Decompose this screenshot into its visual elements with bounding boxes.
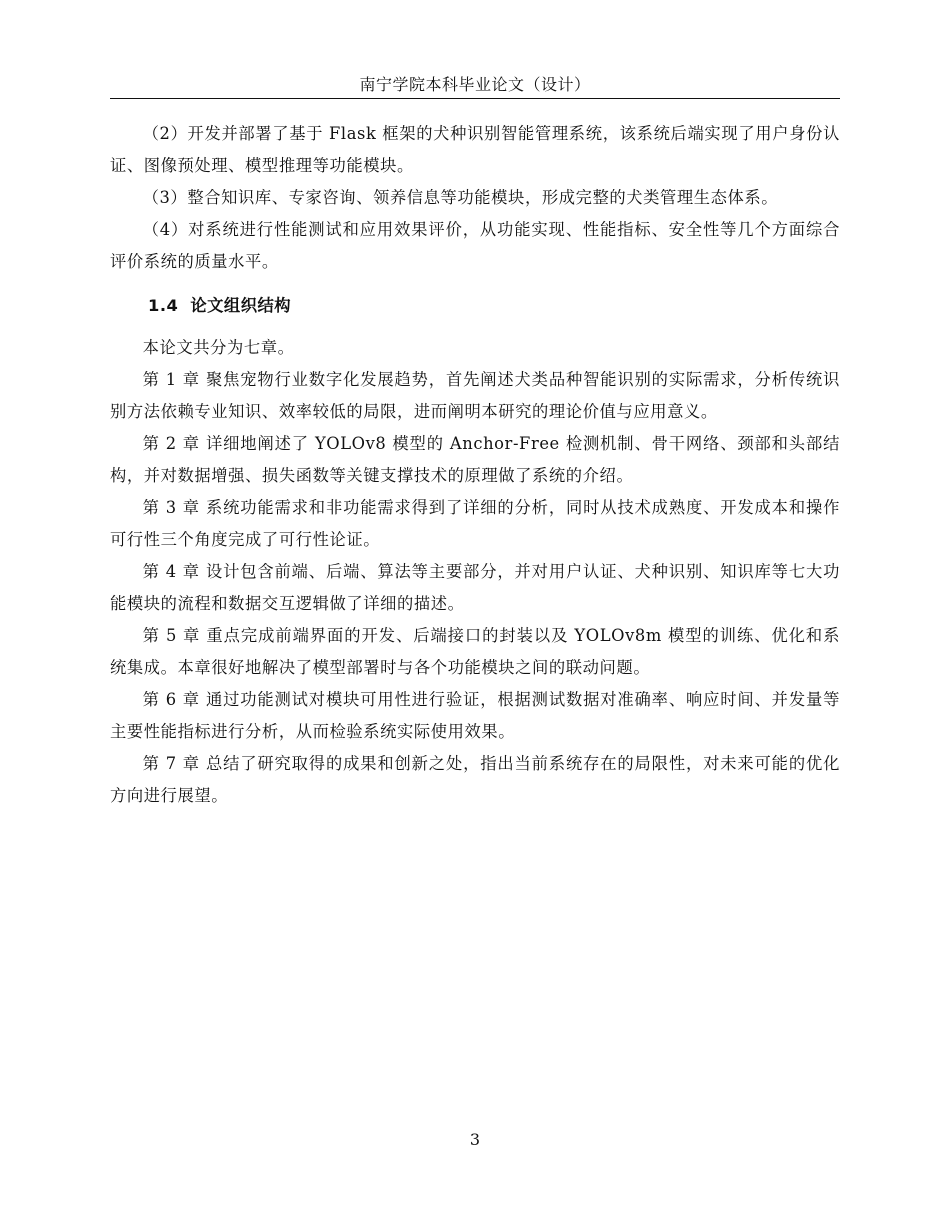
list-item: （2）开发并部署了基于 Flask 框架的犬种识别智能管理系统，该系统后端实现了用户身份认证、图像预处理、模型推理等功能模块。: [110, 124, 840, 175]
chapter-paragraph: 第 2 章 详细地阐述了 YOLOv8 模型的 Anchor-Free 检测机制、骨干网络、颈部和头部结构，并对数据增强、损失函数等关键支撑技术的原理做了系统的介绍。: [110, 434, 840, 485]
chapter-paragraph: 第 6 章 通过功能测试对模块可用性进行验证，根据测试数据对准确率、响应时间、并发量等主要性能指标进行分析，从而检验系统实际使用效果。: [110, 690, 840, 741]
header-rule: [110, 98, 840, 99]
body-text: [110, 118, 840, 812]
chapter-paragraph: 第 5 章 重点完成前端界面的开发、后端接口的封装以及 YOLOv8m 模型的训练、优化和系统集成。本章很好地解决了模型部署时与各个功能模块之间的联动问题。: [110, 626, 840, 677]
intro-paragraph: 本论文共分为七章。: [142, 338, 295, 357]
chapter-paragraph: 第 3 章 系统功能需求和非功能需求得到了详细的分析，同时从技术成熟度、开发成本和操作可行性三个角度完成了可行性论证。: [110, 498, 840, 549]
chapter-paragraph: 第 7 章 总结了研究取得的成果和创新之处，指出当前系统存在的局限性，对未来可能的优化方向进行展望。: [110, 754, 840, 805]
chapter-paragraph: 第 4 章 设计包含前端、后端、算法等主要部分，并对用户认证、犬种识别、知识库等七大功能模块的流程和数据交互逻辑做了详细的描述。: [110, 562, 840, 613]
page-number: 3: [469, 1130, 481, 1149]
chapter-paragraph: 第 1 章 聚焦宠物行业数字化发展趋势，首先阐述犬类品种智能识别的实际需求，分析传统识别方法依赖专业知识、效率较低的局限，进而阐明本研究的理论价值与应用意义。: [110, 370, 840, 421]
section-title: 论文组织结构: [190, 296, 292, 315]
section-heading: [110, 290, 840, 322]
list-item: （4）对系统进行性能测试和应用效果评价，从功能实现、性能指标、安全性等几个方面综合评价系统的质量水平。: [110, 220, 840, 271]
section-number: 1.4: [148, 296, 179, 315]
running-header: 南宁学院本科毕业论文（设计）: [359, 75, 591, 94]
list-item: （3）整合知识库、专家咨询、领养信息等功能模块，形成完整的犬类管理生态体系。: [142, 188, 779, 207]
